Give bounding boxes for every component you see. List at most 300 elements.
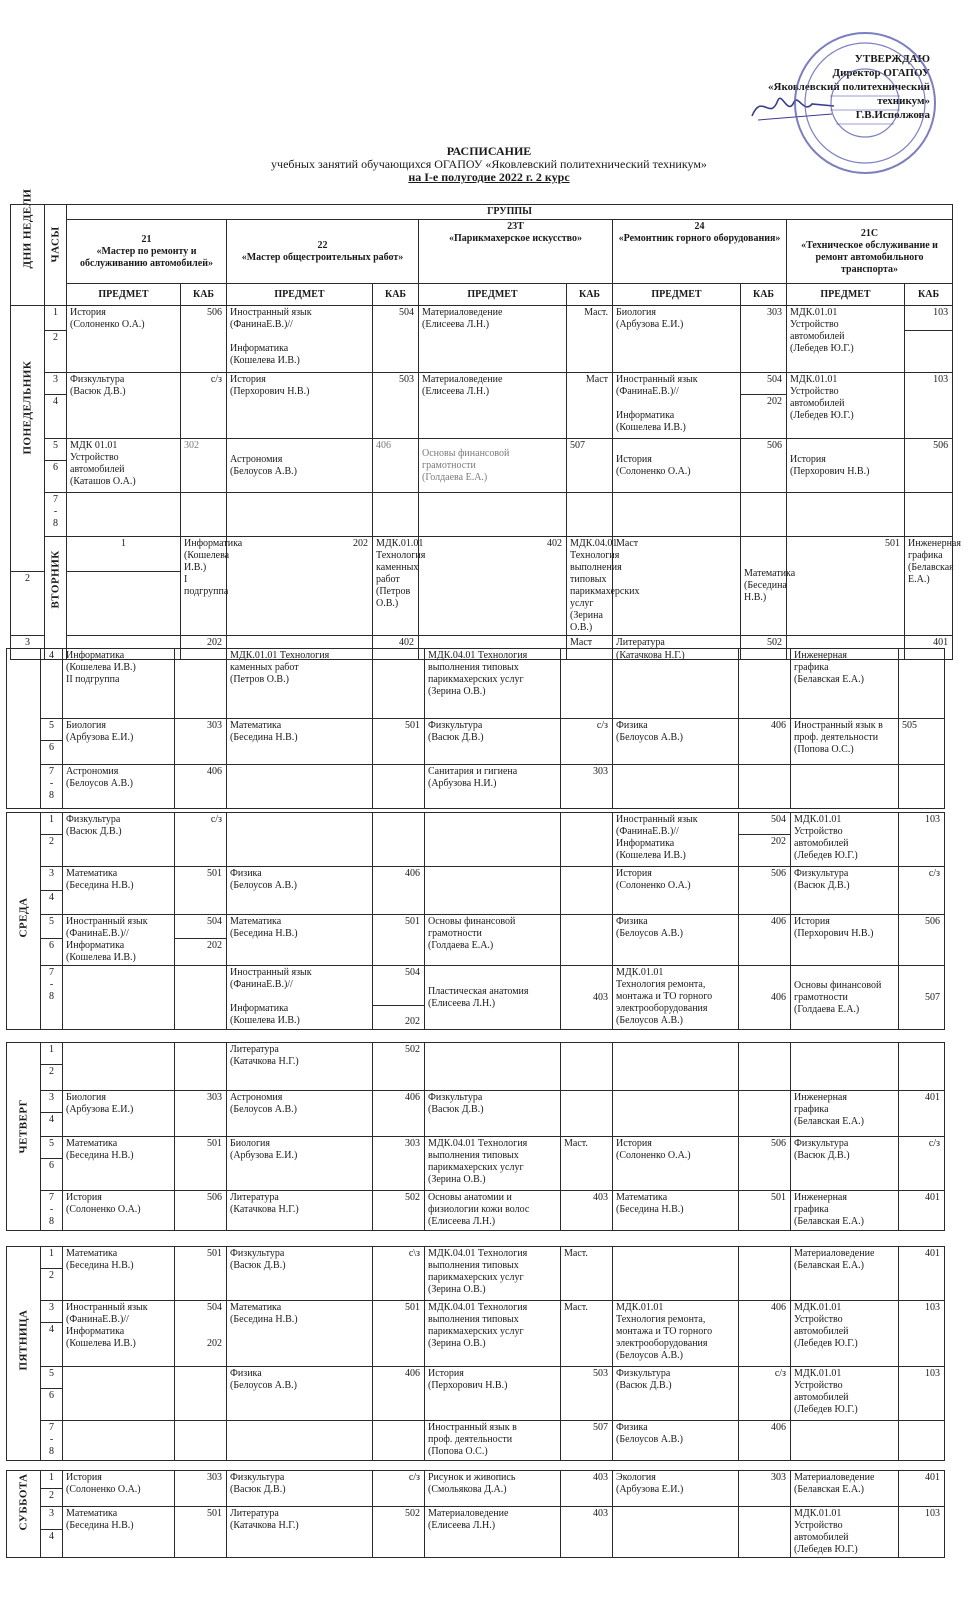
lesson-cell: Материаловедение (Елисеева Л.Н.) <box>425 1507 561 1558</box>
empty-cell <box>741 493 787 537</box>
lesson-cell: МДК.01.01 Технология ремонта, монтажа и ТО горного электрооборудования (Белоусов А.В.) <box>613 966 739 1030</box>
lesson-cell: Литература <box>613 636 741 660</box>
room-cell: с/з <box>175 813 227 867</box>
lesson-cell: Литература (Катачкова Н.Г.) <box>227 1507 373 1558</box>
day-tuesday-continued <box>7 649 41 809</box>
hour-7-8: 7 - 8 <box>41 1421 63 1461</box>
hour-3: 3 <box>45 373 67 395</box>
room-cell: 401 <box>899 1471 945 1507</box>
lesson-cell: Основы финансовой грамотности (Голдаева Е.А.) <box>419 439 567 493</box>
hour-7-8: 7 - 8 <box>41 1191 63 1231</box>
room-cell: 506 <box>181 306 227 373</box>
lesson-cell: Физкультура (Васюк Д.В.) <box>227 1471 373 1507</box>
lesson-cell: МДК 01.01 Устройство автомобилей (Каташов О.А.) <box>67 439 181 493</box>
schedule-table-part-1 <box>10 188 961 660</box>
room-cell: 506 <box>175 1191 227 1231</box>
room-cell: 506 <box>905 439 953 493</box>
room-cell: 504 <box>373 966 425 1006</box>
room-cell: 401 <box>899 1091 945 1137</box>
lesson-cell: Физкультура (Васюк Д.В.) <box>67 373 181 439</box>
lesson-cell: Физика (Белоусов А.В.) <box>613 1421 739 1461</box>
lesson-cell: МДК.01.01 Устройство автомобилей (Лебедев Ю.Г.) <box>787 373 905 439</box>
room-cell: 103 <box>905 306 953 331</box>
empty-cell <box>373 1421 425 1461</box>
room-cell: 501 <box>175 1507 227 1558</box>
empty-cell <box>739 1043 791 1091</box>
room-cell: Маст <box>613 537 741 636</box>
empty-cell <box>175 966 227 1030</box>
lesson-cell: Биология (Арбузова Е.И.) <box>63 1091 175 1137</box>
approval-line: Г.В.Исполжова <box>855 109 930 121</box>
lesson-cell: Основы финансовой грамотности (Голдаева Е.А.) <box>425 915 561 966</box>
room-cell: 202 <box>227 537 373 636</box>
room-cell: 303 <box>561 765 613 809</box>
group-23t-header: 23Т «Парикмахерское искусство» <box>419 220 613 284</box>
lesson-cell: Биология (Арбузова Е.И.) <box>227 1137 373 1191</box>
hour-4: 4 <box>45 395 67 439</box>
lesson-cell: Инженерная графика (Белавская Е.А.) <box>791 1191 899 1231</box>
hour-4: 4 <box>41 649 63 719</box>
lesson-cell: Инженерная графика (Белавская Е.А.) <box>905 537 953 636</box>
empty-cell <box>175 1421 227 1461</box>
lesson-cell: Иностранный язык в проф. деятельности (Попова О.С.) <box>791 719 899 765</box>
room-cell <box>561 915 613 966</box>
lesson-cell: МДК.01.01 Устройство автомобилей (Лебедев Ю.Г.) <box>791 1367 899 1421</box>
lesson-cell: Материаловедение (Елисеева Л.Н.) <box>419 373 567 439</box>
document-subtitle: учебных занятий обучающихся ОГАПОУ «Яковлевский политехнический техникум» <box>271 157 707 171</box>
hour-4: 4 <box>41 891 63 915</box>
room-cell: с/з <box>899 867 945 915</box>
room-cell: 406 <box>739 719 791 765</box>
lesson-cell: История (Солоненко О.А.) <box>613 439 741 493</box>
room-cell: 501 <box>175 867 227 915</box>
lesson-cell: Пластическая анатомия (Елисеева Л.Н.) <box>425 966 561 1030</box>
lesson-cell: Физкультура (Васюк Д.В.) <box>425 719 561 765</box>
hour-6: 6 <box>41 1389 63 1421</box>
lesson-cell: МДК.04.01 Технология выполнения типовых парикмахерских услуг (Зерина О.В.) <box>425 1247 561 1301</box>
lesson-cell: МДК.01.01 Технология каменных работ (Петров О.В.) <box>227 649 373 719</box>
lesson-cell: Биология (Арбузова Е.И.) <box>613 306 741 373</box>
empty-cell <box>419 493 567 537</box>
empty-cell <box>739 1507 791 1558</box>
room-cell: 504 <box>373 306 419 373</box>
room-cell: 303 <box>175 1471 227 1507</box>
room-cell: 403 <box>561 966 613 1030</box>
lesson-cell: Астрономия (Белоусов А.В.) <box>63 765 175 809</box>
room-cell: Маст <box>567 373 613 439</box>
group-22-header: 22 «Мастер общестроительных работ» <box>227 220 419 284</box>
room-cell: 103 <box>899 1367 945 1421</box>
room-col-header: КАБ <box>905 284 953 306</box>
empty-cell <box>373 493 419 537</box>
room-cell: с/з <box>899 1137 945 1191</box>
room-cell: 503 <box>373 373 419 439</box>
room-cell: 507 <box>561 1421 613 1461</box>
lesson-cell: МДК.01.01 Устройство автомобилей (Лебедев Ю.Г.) <box>791 1507 899 1558</box>
empty-cell <box>899 1043 945 1091</box>
room-cell: 506 <box>741 439 787 493</box>
room-col-header: КАБ <box>741 284 787 306</box>
room-cell: Маст. <box>567 306 613 373</box>
lesson-cell: История (Перхорович Н.В.) <box>425 1367 561 1421</box>
room-cell: 401 <box>905 636 953 660</box>
room-cell: 501 <box>739 1191 791 1231</box>
empty-cell <box>613 1043 739 1091</box>
room-cell: 502 <box>373 1507 425 1558</box>
hour-7-8: 7 - 8 <box>41 765 63 809</box>
lesson-cell: Физика (Белоусов А.В.) <box>613 719 739 765</box>
empty-cell <box>739 1091 791 1137</box>
lesson-cell: МДК.04.01 Технология выполнения типовых парикмахерских услуг (Зерина О.В.) <box>567 537 613 636</box>
lesson-cell: Физика (Белоусов А.В.) <box>613 915 739 966</box>
room-cell: 406 <box>739 966 791 1030</box>
hour-3: 3 <box>41 867 63 891</box>
room-cell: 504 <box>741 373 787 395</box>
lesson-cell: Рисунок и живопись (Смольякова Д.А.) <box>425 1471 561 1507</box>
room-col-header: КАБ <box>373 284 419 306</box>
hour-2: 2 <box>41 1269 63 1301</box>
schedule-table-part-6 <box>6 1470 945 1558</box>
room-cell: Маст. <box>561 1247 613 1301</box>
empty-cell <box>175 1367 227 1421</box>
room-cell: 103 <box>899 1301 945 1367</box>
lesson-cell: МДК.01.01 Технология ремонта, монтажа и ТО горного электрооборудования (Белоусов А.В.) <box>613 1301 739 1367</box>
room-cell: 202 <box>373 1006 425 1030</box>
empty-cell <box>63 1043 175 1091</box>
hour-1: 1 <box>45 306 67 331</box>
lesson-cell: Иностранный язык (ФанинаЕ.В.)// Информатика (Кошелева И.В.) <box>227 966 373 1030</box>
group-21c-header: 21С «Техническое обслуживание и ремонт автомобильного транспорта» <box>787 220 953 284</box>
room-cell: 406 <box>373 867 425 915</box>
lesson-cell: Информатика (Кошелева И.В.) I подгруппа <box>181 537 227 636</box>
room-cell: с/з <box>561 719 613 765</box>
room-cell: 303 <box>175 719 227 765</box>
empty-cell <box>175 1043 227 1091</box>
lesson-cell: Математика (Беседина Н.В.) <box>227 719 373 765</box>
empty-cell <box>561 1043 613 1091</box>
hour-4: 4 <box>41 1530 63 1558</box>
empty-cell <box>791 1043 899 1091</box>
empty-cell <box>63 1367 175 1421</box>
empty-cell <box>613 765 739 809</box>
room-cell: 501 <box>175 1137 227 1191</box>
lesson-cell: Основы финансовой грамотности (Голдаева Е.А.) <box>791 966 899 1030</box>
room-cell: 406 <box>373 1091 425 1137</box>
lesson-cell: Основы анатомии и физиологии кожи волос (Елисеева Л.Н.) <box>425 1191 561 1231</box>
empty-cell <box>63 1421 175 1461</box>
subject-col-header: ПРЕДМЕТ <box>67 284 181 306</box>
lesson-cell: История (Перхорович Н.В.) <box>791 915 899 966</box>
document-title: РАСПИСАНИЕ <box>446 144 532 158</box>
schedule-table-part-3 <box>6 812 945 1030</box>
room-cell: с/з <box>181 373 227 439</box>
empty-cell <box>425 867 561 915</box>
room-cell: 303 <box>373 1137 425 1191</box>
lesson-cell: МДК.01.01 Устройство автомобилей (Лебедев Ю.Г.) <box>791 813 899 867</box>
lesson-cell: Литература (Катачкова Н.Г.) <box>227 1191 373 1231</box>
room-cell: Маст <box>567 636 613 660</box>
room-cell: 504 <box>175 915 227 939</box>
empty-cell <box>561 867 613 915</box>
lesson-cell: Математика (Беседина Н.В.) <box>227 1301 373 1367</box>
room-cell: 502 <box>373 1191 425 1231</box>
hour-4: 4 <box>41 1113 63 1137</box>
lesson-cell: Экология (Арбузова Е.И.) <box>613 1471 739 1507</box>
hour-1: 1 <box>41 1471 63 1489</box>
day-friday: ПЯТНИЦА <box>7 1247 41 1461</box>
room-cell: 202 <box>741 395 787 439</box>
day-tuesday: ВТОРНИК <box>45 537 67 660</box>
room-cell: 503 <box>561 1367 613 1421</box>
room-cell: 502 <box>741 636 787 660</box>
day-wednesday: СРЕДА <box>7 813 41 1030</box>
room-col-header: КАБ <box>567 284 613 306</box>
approval-line: техникум» <box>877 95 930 107</box>
approval-line: Директор ОГАПОУ <box>832 67 930 79</box>
empty-cell <box>787 493 905 537</box>
room-cell: 406 <box>739 1421 791 1461</box>
room-cell: Маст. <box>561 1137 613 1191</box>
hour-6: 6 <box>41 939 63 966</box>
lesson-cell: История (Солоненко О.А.) <box>613 1137 739 1191</box>
lesson-cell: Биология (Арбузова Е.И.) <box>63 719 175 765</box>
lesson-cell: Иностранный язык (ФанинаЕ.В.)// Информатика (Кошелева И.В.) <box>227 306 373 373</box>
lesson-cell: Математика (Беседина Н.В.) <box>63 867 175 915</box>
hour-7-8: 7 - 8 <box>45 493 67 537</box>
empty-cell <box>63 966 175 1030</box>
room-cell: 504 202 <box>175 1301 227 1367</box>
groups-header: ГРУППЫ <box>67 205 953 220</box>
room-cell: 505 <box>899 719 945 765</box>
schedule-table-part-2 <box>6 648 945 809</box>
room-cell <box>561 649 613 719</box>
group-21-header: 21 «Мастер по ремонту и обслуживанию автомобилей» <box>67 220 227 284</box>
lesson-cell: Литература (Катачкова Н.Г.) <box>227 1043 373 1091</box>
empty-cell <box>425 813 561 867</box>
room-cell: с\з <box>373 1247 425 1301</box>
hour-3: 3 <box>41 1091 63 1113</box>
room-cell: 403 <box>561 1191 613 1231</box>
lesson-cell: Физика (Белоусов А.В.) <box>227 867 373 915</box>
hour-6: 6 <box>41 741 63 765</box>
room-cell: 103 <box>899 813 945 867</box>
room-cell <box>561 1091 613 1137</box>
room-cell: 401 <box>899 1191 945 1231</box>
empty-cell <box>899 765 945 809</box>
day-saturday: СУББОТА <box>7 1471 41 1558</box>
empty-cell <box>899 1421 945 1461</box>
hour-5: 5 <box>45 439 67 461</box>
empty-cell <box>791 1421 899 1461</box>
group-24-header: 24 «Ремонтник горного оборудования» <box>613 220 787 284</box>
lesson-cell: Математика (Беседина Н.В.) <box>227 915 373 966</box>
lesson-cell: Материаловедение (Белавская Е.А.) <box>791 1247 899 1301</box>
empty-cell <box>67 493 181 537</box>
lesson-cell: МДК.01.01 Устройство автомобилей (Лебедев Ю.Г.) <box>787 306 905 373</box>
hour-6: 6 <box>45 461 67 493</box>
hour-7-8: 7 - 8 <box>41 966 63 1030</box>
lesson-cell: Инженерная графика (Белавская Е.А.) <box>791 649 899 719</box>
hour-5: 5 <box>41 719 63 741</box>
lesson-cell: МДК.01.01 Устройство автомобилей (Лебедев Ю.Г.) <box>791 1301 899 1367</box>
days-header: ДНИ НЕДЕЛИ <box>11 205 45 306</box>
lesson-cell: МДК.04.01 Технология выполнения типовых парикмахерских услуг (Зерина О.В.) <box>425 1301 561 1367</box>
room-col-header: КАБ <box>181 284 227 306</box>
room-cell: с/з <box>739 1367 791 1421</box>
subject-col-header: ПРЕДМЕТ <box>227 284 373 306</box>
lesson-cell: МДК.04.01 Технология выполнения типовых парикмахерских услуг (Зерина О.В.) <box>425 649 561 719</box>
approval-line: «Яковлевский политехнический <box>768 81 930 93</box>
empty-cell <box>227 1421 373 1461</box>
room-cell: 303 <box>741 306 787 373</box>
empty-cell <box>613 1247 739 1301</box>
room-cell: с/з <box>373 1471 425 1507</box>
room-cell: 403 <box>561 1507 613 1558</box>
lesson-cell: Иностранный язык в проф. деятельности (Попова О.С.) <box>425 1421 561 1461</box>
room-cell: 401 <box>899 1247 945 1301</box>
hour-1: 1 <box>41 813 63 835</box>
lesson-cell: Санитария и гигиена (Арбузова Н.И.) <box>425 765 561 809</box>
empty-cell <box>613 1507 739 1558</box>
room-cell: 406 <box>373 439 419 493</box>
room-cell: 502 <box>373 1043 425 1091</box>
hour-4: 4 <box>41 1323 63 1367</box>
room-cell: 402 <box>419 537 567 636</box>
lesson-cell: История (Солоненко О.А.) <box>613 867 739 915</box>
empty-cell <box>613 493 741 537</box>
room-cell: 506 <box>899 915 945 966</box>
empty-cell <box>791 765 899 809</box>
lesson-cell: Физкультура (Васюк Д.В.) <box>613 1367 739 1421</box>
room-cell: 406 <box>739 915 791 966</box>
room-cell: 202 <box>175 939 227 966</box>
lesson-cell: Иностранный язык (ФанинаЕ.В.)// Информатика (Кошелева И.В.) <box>63 1301 175 1367</box>
lesson-cell: Физкультура (Васюк Д.В.) <box>791 1137 899 1191</box>
room-cell: 202 <box>181 636 227 660</box>
room-cell: 501 <box>373 915 425 966</box>
hour-2: 2 <box>41 835 63 867</box>
empty-cell <box>227 813 373 867</box>
lesson-cell: Математика (Беседина Н.В.) <box>63 1507 175 1558</box>
room-cell: 506 <box>739 867 791 915</box>
hour-2: 2 <box>11 571 45 635</box>
empty-cell <box>905 493 953 537</box>
lesson-cell: Математика (Беседина Н.В.) <box>613 1191 739 1231</box>
lesson-cell: Информатика (Кошелева И.В.) II подгруппа <box>63 649 175 719</box>
room-cell: 202 <box>739 835 791 867</box>
room-cell: 507 <box>567 439 613 493</box>
empty-cell <box>739 1247 791 1301</box>
lesson-cell: Физкультура (Васюк Д.В.) <box>227 1247 373 1301</box>
empty-cell <box>567 493 613 537</box>
subject-col-header: ПРЕДМЕТ <box>419 284 567 306</box>
empty-cell <box>227 765 373 809</box>
room-cell: 402 <box>373 636 419 660</box>
empty-cell <box>905 331 953 373</box>
empty-cell <box>425 1043 561 1091</box>
lesson-cell: Иностранный язык (ФанинаЕ.В.)// Информатика (Кошелева И.В.) <box>613 373 741 439</box>
lesson-cell: Астрономия (Белоусов А.В.) <box>227 1091 373 1137</box>
lesson-cell: Математика (Беседина Н.В.) <box>63 1137 175 1191</box>
lesson-cell: МДК.04.01 Технология выполнения типовых парикмахерских услуг (Зерина О.В.) <box>425 1137 561 1191</box>
lesson-cell: История (Перхорович Н.В.) <box>227 373 373 439</box>
lesson-cell: Физкультура (Васюк Д.В.) <box>63 813 175 867</box>
lesson-cell: Физкультура (Васюк Д.В.) <box>791 867 899 915</box>
hour-2: 2 <box>45 331 67 373</box>
empty-cell <box>373 765 425 809</box>
lesson-cell: Инженерная графика (Белавская Е.А.) <box>791 1091 899 1137</box>
lesson-cell: История (Солоненко О.А.) <box>63 1471 175 1507</box>
room-cell: 501 <box>175 1247 227 1301</box>
room-cell: 506 <box>739 1137 791 1191</box>
empty-cell <box>373 813 425 867</box>
empty-cell <box>181 493 227 537</box>
hour-3: 3 <box>41 1507 63 1530</box>
subject-col-header: ПРЕДМЕТ <box>787 284 905 306</box>
room-cell: Маст. <box>561 1301 613 1367</box>
room-cell: 501 <box>787 537 905 636</box>
schedule-table-part-5 <box>6 1246 945 1461</box>
lesson-cell: История (Солоненко О.А.) <box>67 306 181 373</box>
hour-1: 1 <box>41 1043 63 1065</box>
room-cell: 406 <box>373 1367 425 1421</box>
empty-cell <box>613 1091 739 1137</box>
room-cell: 103 <box>899 1507 945 1558</box>
hour-1: 1 <box>41 1247 63 1269</box>
empty-cell <box>561 813 613 867</box>
hour-2: 2 <box>41 1489 63 1507</box>
room-cell: 403 <box>561 1471 613 1507</box>
hour-5: 5 <box>41 1137 63 1159</box>
lesson-cell: Математика (Беседина Н.В.) <box>63 1247 175 1301</box>
room-cell <box>739 649 791 719</box>
hour-3: 3 <box>11 636 45 660</box>
day-monday: ПОНЕДЕЛЬНИК <box>11 306 45 572</box>
room-cell: 406 <box>739 1301 791 1367</box>
hour-5: 5 <box>41 1367 63 1389</box>
document-title-block <box>0 145 978 184</box>
lesson-cell: История (Перхорович Н.В.) <box>787 439 905 493</box>
subject-col-header: ПРЕДМЕТ <box>613 284 741 306</box>
hour-5: 5 <box>41 915 63 939</box>
hour-1: 1 <box>67 537 181 572</box>
approval-line: УТВЕРЖДАЮ <box>854 53 930 65</box>
lesson-cell: МДК.01.01 Технология каменных работ (Петров О.В.) <box>373 537 419 636</box>
lesson-cell: История (Солоненко О.А.) <box>63 1191 175 1231</box>
lesson-cell: (Катачкова Н.Г.) <box>613 649 739 719</box>
lesson-cell: Материаловедение (Елисеева Л.Н.) <box>419 306 567 373</box>
lesson-cell: Физика (Белоусов А.В.) <box>227 1367 373 1421</box>
room-cell <box>175 649 227 719</box>
room-cell <box>373 649 425 719</box>
room-cell: 103 <box>905 373 953 439</box>
hour-3: 3 <box>41 1301 63 1323</box>
empty-cell <box>739 765 791 809</box>
lesson-cell: Физкультура (Васюк Д.В.) <box>425 1091 561 1137</box>
lesson-cell: Материаловедение (Белавская Е.А.) <box>791 1471 899 1507</box>
room-cell <box>899 649 945 719</box>
room-cell: 507 <box>899 966 945 1030</box>
room-cell: 504 <box>739 813 791 835</box>
hour-2: 2 <box>41 1065 63 1091</box>
room-cell: 303 <box>175 1091 227 1137</box>
room-cell: 501 <box>373 1301 425 1367</box>
day-thursday: ЧЕТВЕРГ <box>7 1043 41 1231</box>
room-cell: 303 <box>739 1471 791 1507</box>
lesson-cell: Астрономия (Белоусов А.В.) <box>227 439 373 493</box>
lesson-cell: Математика (Беседина Н.В.) <box>741 537 787 636</box>
lesson-cell: Иностранный язык (ФанинаЕ.В.)// Информатика (Кошелева И.В.) <box>63 915 175 966</box>
